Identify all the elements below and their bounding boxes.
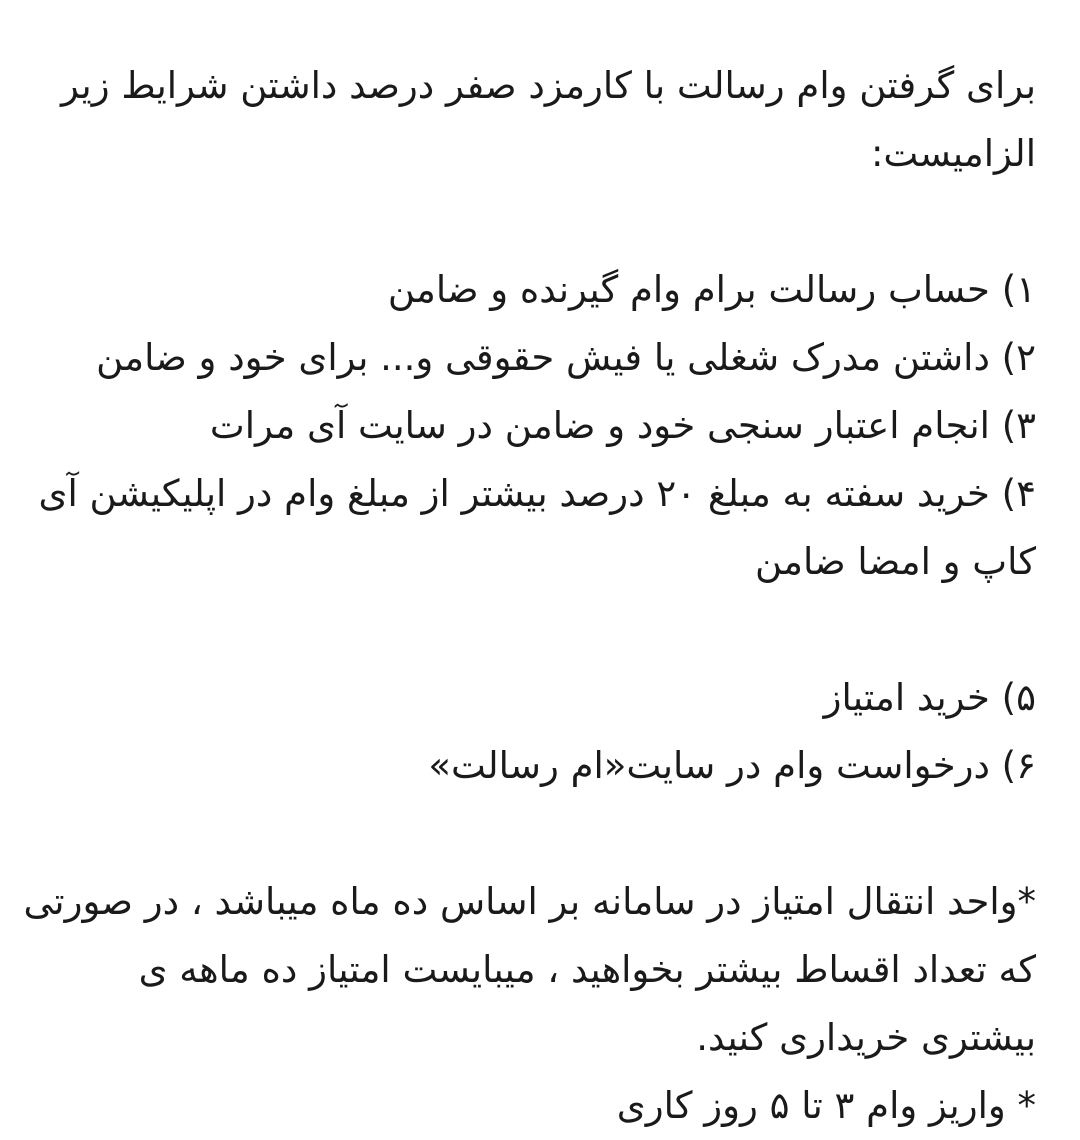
notes-section [23, 868, 1036, 1140]
note-line: * واریز وام ۳ تا ۵ روز کاری [616, 1084, 1036, 1127]
intro-paragraph [44, 52, 1036, 188]
condition-item: ۱) حساب رسالت برام وام گیرنده و ضامن [387, 268, 1036, 311]
paragraph-gap [44, 596, 1036, 664]
conditions-list [38, 256, 1036, 596]
intro-line: برای گرفتن وام رسالت با کارمزد صفر درصد داشتن شرایط زیر [61, 64, 1036, 107]
paragraph-gap [44, 800, 1036, 868]
paragraph-gap [44, 188, 1036, 256]
note-line: *واحد انتقال امتیاز در سامانه بر اساس ده ماه میباشد ، در صورتی [23, 880, 1036, 923]
intro-line: الزامیست: [870, 132, 1036, 175]
condition-item: ۲) داشتن مدرک شغلی یا فیش حقوقی و... برای خود و ضامن [96, 336, 1036, 379]
condition-item: ۳) انجام اعتبار سنجی خود و ضامن در سایت آی مرات [209, 404, 1036, 447]
steps-list [44, 664, 1036, 800]
step-item: ۵) خرید امتیاز [823, 676, 1036, 719]
condition-item-continuation: کاپ و امضا ضامن [754, 540, 1036, 583]
note-line: که تعداد اقساط بیشتر بخواهید ، میبایست امتیاز ده ماهه ی [138, 948, 1036, 991]
condition-item: ۴) خرید سفته به مبلغ ۲۰ درصد بیشتر از مبلغ وام در اپلیکیشن آی [38, 472, 1036, 515]
note-line: بیشتری خریداری کنید. [696, 1016, 1036, 1059]
step-item: ۶) درخواست وام در سایت«ام رسالت» [428, 744, 1036, 787]
